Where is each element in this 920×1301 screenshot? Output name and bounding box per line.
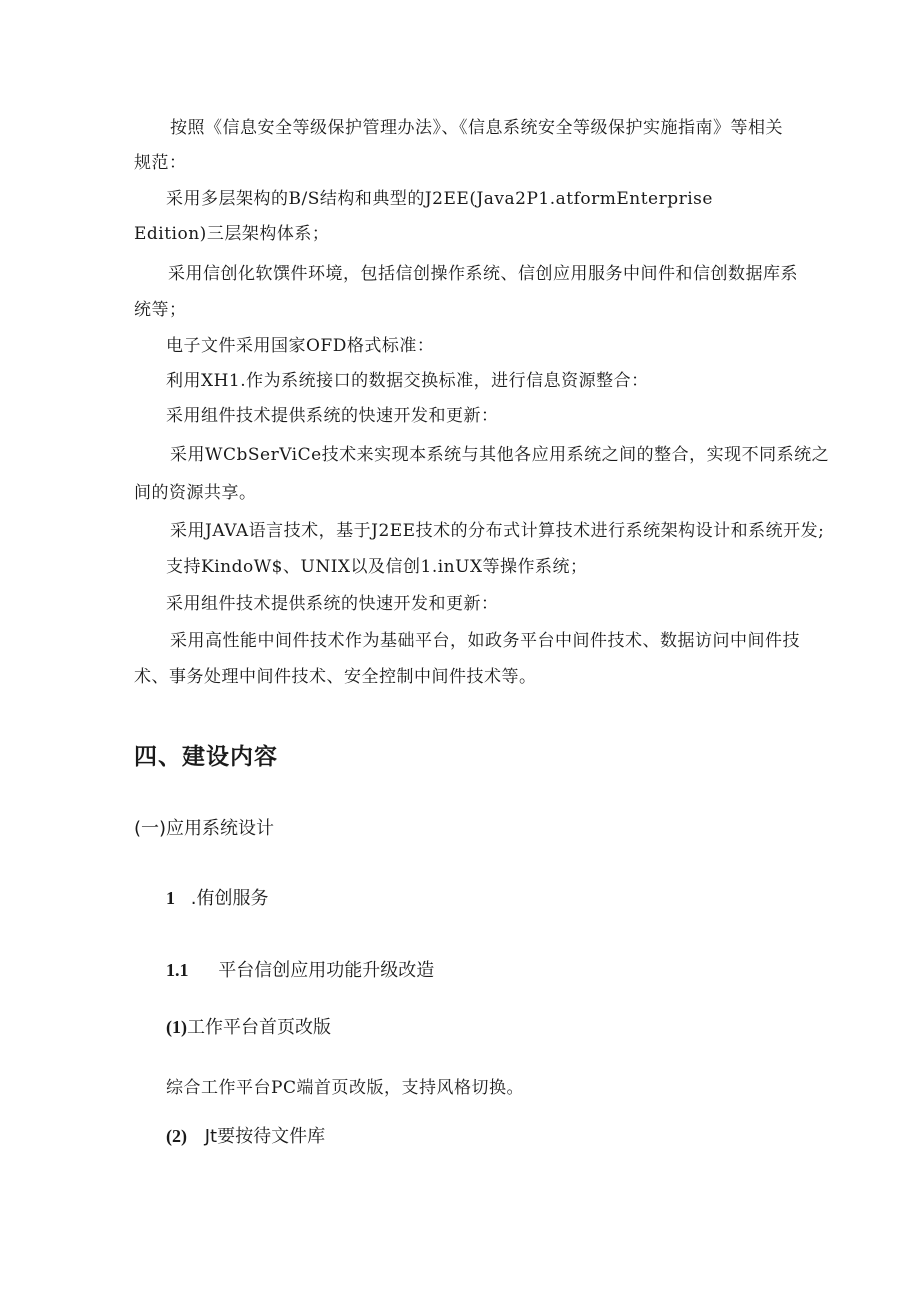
item-number: (1) xyxy=(166,1017,187,1037)
paragraph-line: 采用WCbSerViCe技术来实现本系统与其他各应用系统之间的整合，实现不同系统之 xyxy=(170,445,830,465)
paragraph-line: 利用XH1.作为系统接口的数据交换标准，进行信息资源整合： xyxy=(166,371,649,391)
item-heading-p2 xyxy=(166,1123,325,1150)
item-description: 综合工作平台PC端首页改版，支持风格切换。 xyxy=(166,1078,524,1098)
paragraph-line: 间的资源共享。 xyxy=(134,483,257,503)
paragraph-line: 统等； xyxy=(134,300,187,320)
paragraph-line: 采用组件技术提供系统的快速开发和更新： xyxy=(166,406,499,426)
item-title: 平台信创应用功能升级改造 xyxy=(218,960,435,981)
paragraph-line: 规范： xyxy=(134,153,187,173)
item-heading-p1 xyxy=(166,1014,331,1041)
paragraph-line: 电子文件采用国家OFD格式标准： xyxy=(166,336,435,356)
paragraph-line: 支持KindoW$、UNIX以及信创1.inUX等操作系统； xyxy=(166,557,588,577)
paragraph-line: Edition)三层架构体系； xyxy=(134,224,330,244)
paragraph-line: 采用信创化软馔件环境，包括信创操作系统、信创应用服务中间件和信创数据库系 xyxy=(168,264,798,284)
subsection-heading: (一)应用系统设计 xyxy=(134,818,275,839)
item-number: 1.1 xyxy=(166,960,189,980)
item-title: .侑创服务 xyxy=(190,888,269,909)
item-heading-1 xyxy=(166,885,268,912)
paragraph-line: 采用组件技术提供系统的快速开发和更新： xyxy=(166,594,499,614)
paragraph-line: 按照《信息安全等级保护管理办法》、《信息系统安全等级保护实施指南》等相关 xyxy=(170,118,783,138)
item-number: 1 xyxy=(166,888,175,908)
paragraph-line: 采用JAVA语言技术，基于J2EE技术的分布式计算技术进行系统架构设计和系统开发; xyxy=(170,521,825,541)
section-heading: 四、建设内容 xyxy=(134,744,278,770)
item-title: 工作平台首页改版 xyxy=(187,1017,331,1038)
item-number: (2) xyxy=(166,1126,187,1146)
item-heading-1-1 xyxy=(166,957,434,984)
paragraph-line: 采用高性能中间件技术作为基础平台，如政务平台中间件技术、数据访问中间件技 xyxy=(170,631,800,651)
item-title: Jt要按待文件库 xyxy=(204,1126,326,1147)
paragraph-line: 采用多层架构的B/S结构和典型的J2EE(Java2P1.atformEnterprise xyxy=(166,189,713,209)
paragraph-line: 术、事务处理中间件技术、安全控制中间件技术等。 xyxy=(134,667,537,687)
